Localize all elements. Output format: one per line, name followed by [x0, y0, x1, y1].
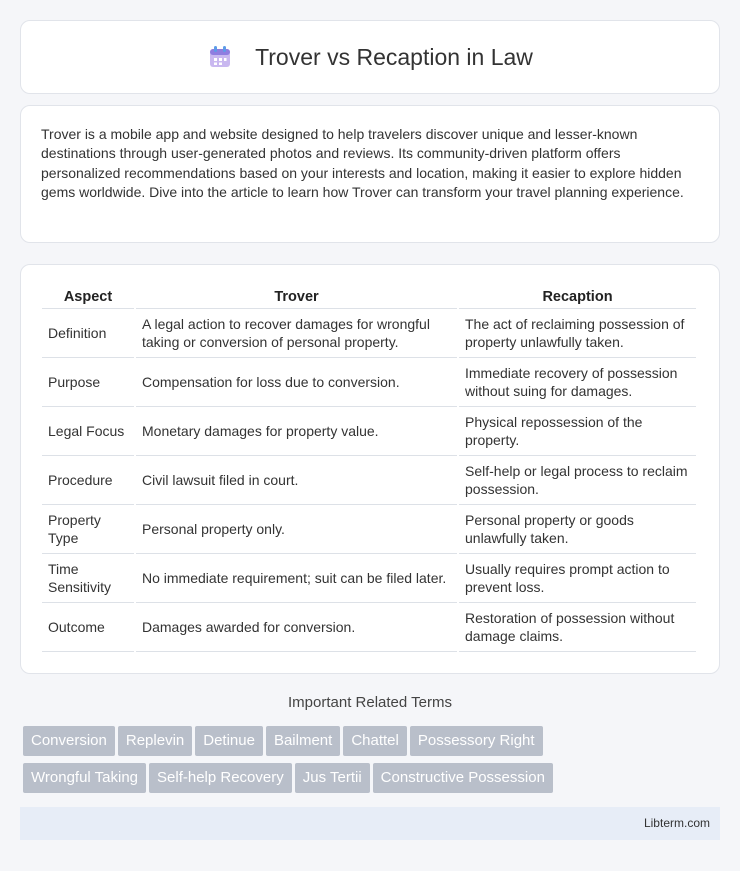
cell-trover: Compensation for loss due to conversion.: [136, 358, 457, 407]
cell-recaption: Self-help or legal process to reclaim possession.: [459, 456, 696, 505]
header-card: [20, 20, 720, 94]
intro-card: [20, 105, 720, 243]
term-tag[interactable]: Replevin: [118, 726, 192, 756]
related-terms-list: [23, 726, 723, 800]
cell-recaption: Immediate recovery of possession without suing for damages.: [459, 358, 696, 407]
table-row: [42, 554, 696, 603]
term-tag[interactable]: Conversion: [23, 726, 115, 756]
term-tag[interactable]: Jus Tertii: [295, 763, 370, 793]
table-header-row: [42, 285, 696, 309]
column-header-trover: Trover: [136, 285, 457, 309]
table-row: [42, 358, 696, 407]
table-row: [42, 505, 696, 554]
footer: [20, 807, 720, 840]
term-tag[interactable]: Wrongful Taking: [23, 763, 146, 793]
cell-aspect: Definition: [42, 309, 134, 358]
table-row: [42, 603, 696, 652]
cell-recaption: Restoration of possession without damage claims.: [459, 603, 696, 652]
term-tag[interactable]: Chattel: [343, 726, 407, 756]
cell-aspect: Property Type: [42, 505, 134, 554]
intro-text: Trover is a mobile app and website designed to help travelers discover unique and lesser-known destinations through user-generated photos and reviews. Its community-driven platform offers personalized recommendations based on your interests and location, making it easier to explore hidden gems worldwide. Dive into the article to learn how Trover can transform your travel planning experience.: [41, 126, 684, 201]
term-tag[interactable]: Bailment: [266, 726, 340, 756]
table-row: [42, 407, 696, 456]
cell-recaption: Physical repossession of the property.: [459, 407, 696, 456]
cell-recaption: Usually requires prompt action to prevent loss.: [459, 554, 696, 603]
cell-recaption: The act of reclaiming possession of property unlawfully taken.: [459, 309, 696, 358]
comparison-card: [20, 264, 720, 674]
cell-aspect: Outcome: [42, 603, 134, 652]
comparison-table: [40, 285, 698, 652]
table-row: [42, 456, 696, 505]
term-tag[interactable]: Possessory Right: [410, 726, 543, 756]
table-row: [42, 309, 696, 358]
cell-aspect: Legal Focus: [42, 407, 134, 456]
cell-trover: Personal property only.: [136, 505, 457, 554]
cell-recaption: Personal property or goods unlawfully taken.: [459, 505, 696, 554]
calendar-icon: [207, 44, 233, 70]
cell-aspect: Purpose: [42, 358, 134, 407]
column-header-aspect: Aspect: [42, 285, 134, 309]
cell-trover: Damages awarded for conversion.: [136, 603, 457, 652]
cell-trover: Monetary damages for property value.: [136, 407, 457, 456]
column-header-recaption: Recaption: [459, 285, 696, 309]
cell-aspect: Time Sensitivity: [42, 554, 134, 603]
term-tag[interactable]: Detinue: [195, 726, 263, 756]
cell-trover: A legal action to recover damages for wrongful taking or conversion of personal property.: [136, 309, 457, 358]
cell-aspect: Procedure: [42, 456, 134, 505]
related-terms-title: Important Related Terms: [288, 694, 452, 711]
cell-trover: Civil lawsuit filed in court.: [136, 456, 457, 505]
footer-link[interactable]: Libterm.com: [643, 816, 710, 830]
page-title: Trover vs Recaption in Law: [255, 43, 533, 70]
term-tag[interactable]: Constructive Possession: [373, 763, 553, 793]
cell-trover: No immediate requirement; suit can be filed later.: [136, 554, 457, 603]
term-tag[interactable]: Self-help Recovery: [149, 763, 292, 793]
